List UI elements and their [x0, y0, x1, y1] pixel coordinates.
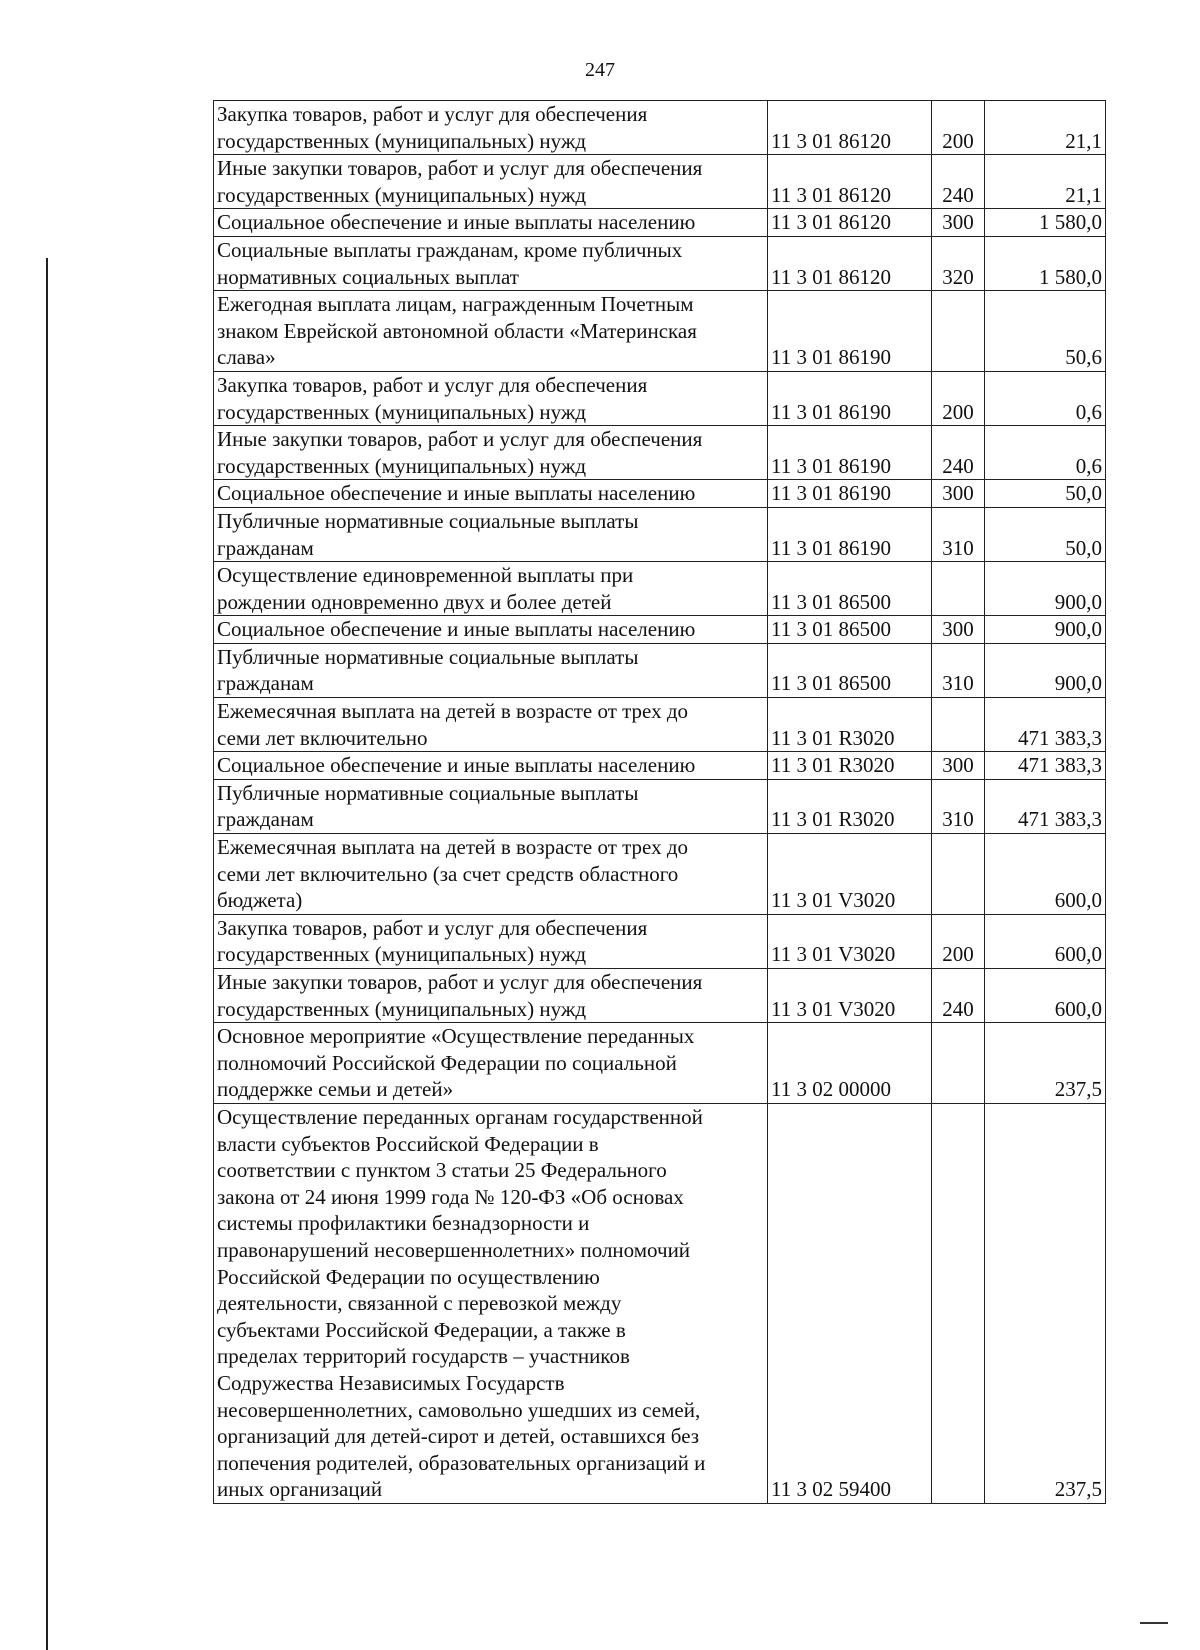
row-description	[214, 480, 768, 508]
row-expense-type-text: 310	[942, 807, 974, 832]
table-row	[214, 209, 1106, 237]
row-budget-code	[768, 209, 932, 237]
row-amount	[985, 1023, 1106, 1104]
row-budget-code	[768, 779, 932, 833]
row-description	[214, 209, 768, 237]
row-expense-type-text: 300	[942, 753, 974, 778]
row-description-text: Осуществление единовременной выплаты при рождении одновременно двух и более детей	[217, 563, 634, 614]
row-budget-code-text: 11 3 01 R3020	[771, 753, 895, 778]
row-amount-text: 900,0	[1054, 617, 1102, 642]
row-description-text: Ежегодная выплата лицам, награжденным Почетным знаком Еврейской автономной области «Материнская слава»	[217, 292, 697, 370]
row-amount	[985, 291, 1106, 372]
row-description-text: Ежемесячная выплата на детей в возрасте от трех до семи лет включительно	[217, 699, 689, 750]
row-description-text: Публичные нормативные социальные выплаты гражданам	[217, 780, 639, 832]
row-expense-type-text: 200	[942, 128, 974, 153]
row-expense-type-text: 320	[942, 264, 974, 289]
table-row	[214, 155, 1106, 209]
row-description-text: Иные закупки товаров, работ и услуг для обеспечения государственных (муниципальных) нужд	[217, 427, 703, 478]
row-budget-code-text: 11 3 02 59400	[771, 1477, 891, 1502]
row-description-text: Иные закупки товаров, работ и услуг для обеспечения государственных (муниципальных) нужд	[217, 970, 703, 1021]
row-amount-text: 21,1	[1065, 128, 1102, 153]
row-budget-code-text: 11 3 01 V3020	[771, 996, 896, 1021]
row-expense-type-text: 300	[942, 481, 974, 506]
row-description	[214, 1103, 768, 1503]
row-budget-code-text: 11 3 01 86190	[771, 399, 891, 424]
row-budget-code-text: 11 3 01 86500	[771, 617, 891, 642]
row-budget-code	[768, 371, 932, 425]
row-amount-text: 0,6	[1075, 453, 1102, 478]
table-row	[214, 480, 1106, 508]
row-budget-code	[768, 969, 932, 1023]
table-row	[214, 1023, 1106, 1104]
row-expense-type	[932, 914, 985, 968]
row-budget-code	[768, 480, 932, 508]
row-budget-code	[768, 1023, 932, 1104]
row-expense-type	[932, 507, 985, 561]
row-description-text: Социальное обеспечение и иные выплаты населению	[217, 481, 696, 506]
row-amount-text: 471 383,3	[1018, 807, 1102, 832]
row-description	[214, 155, 768, 209]
table-row	[214, 1103, 1106, 1503]
table-row	[214, 969, 1106, 1023]
row-expense-type	[932, 969, 985, 1023]
row-expense-type	[932, 155, 985, 209]
row-budget-code-text: 11 3 01 86190	[771, 535, 891, 560]
row-budget-code	[768, 1103, 932, 1503]
row-description	[214, 616, 768, 644]
row-budget-code-text: 11 3 01 86120	[771, 182, 891, 207]
table-row	[214, 562, 1106, 616]
row-budget-code-text: 11 3 01 86190	[771, 481, 891, 506]
row-description	[214, 236, 768, 290]
row-budget-code-text: 11 3 01 R3020	[771, 725, 895, 750]
row-expense-type-text: 200	[942, 399, 974, 424]
row-description-text: Публичные нормативные социальные выплаты гражданам	[217, 644, 639, 696]
row-description-text: Осуществление переданных органам государственной власти субъектов Российской Федерации в соответствии с пунктом 3 статьи 25 Федерального закона от 24 июня 1999 года № 120-ФЗ «Об основах системы профилактики безнадзорности и правонарушений несовершеннолетних» полномочий Российской Федерации по осуществлению деятельности, связанной с перевозкой между субъектами Российской Федерации, а также в пределах территорий государств – участников Содружества Независимых Государств несовершеннолетних, самовольно ушедших из семей, организаций для детей-сирот и детей, оставшихся без попечения родителей, образовательных организаций и иных организаций	[217, 1104, 706, 1502]
row-amount-text: 21,1	[1065, 182, 1102, 207]
row-amount	[985, 616, 1106, 644]
row-amount	[985, 101, 1106, 155]
row-description-text: Закупка товаров, работ и услуг для обеспечения государственных (муниципальных) нужд	[217, 102, 648, 153]
row-description	[214, 371, 768, 425]
row-description-text: Социальное обеспечение и иные выплаты населению	[217, 210, 696, 235]
row-description	[214, 1023, 768, 1104]
row-budget-code-text: 11 3 01 R3020	[771, 807, 895, 832]
row-budget-code-text: 11 3 01 86190	[771, 345, 891, 370]
row-expense-type	[932, 779, 985, 833]
table-row	[214, 291, 1106, 372]
row-amount-text: 0,6	[1075, 399, 1102, 424]
row-expense-type	[932, 426, 985, 480]
row-expense-type	[932, 236, 985, 290]
row-amount	[985, 643, 1106, 697]
row-amount-text: 1 580,0	[1039, 264, 1102, 289]
row-amount	[985, 752, 1106, 780]
row-amount	[985, 562, 1106, 616]
row-budget-code	[768, 291, 932, 372]
row-amount-text: 50,0	[1065, 481, 1102, 506]
row-amount	[985, 507, 1106, 561]
row-amount	[985, 834, 1106, 915]
row-expense-type	[932, 1023, 985, 1104]
row-description	[214, 426, 768, 480]
row-amount-text: 1 580,0	[1039, 210, 1102, 235]
row-amount-text: 600,0	[1054, 996, 1102, 1021]
row-description	[214, 969, 768, 1023]
row-budget-code	[768, 507, 932, 561]
budget-table-body	[214, 101, 1106, 1504]
row-expense-type	[932, 616, 985, 644]
margin-line	[46, 258, 48, 1650]
row-expense-type	[932, 371, 985, 425]
row-description	[214, 507, 768, 561]
row-budget-code	[768, 698, 932, 752]
row-amount	[985, 1103, 1106, 1503]
row-budget-code-text: 11 3 01 V3020	[771, 888, 896, 913]
row-amount	[985, 480, 1106, 508]
row-expense-type-text: 200	[942, 942, 974, 967]
row-expense-type-text: 310	[942, 671, 974, 696]
row-expense-type	[932, 834, 985, 915]
row-budget-code	[768, 616, 932, 644]
row-amount	[985, 155, 1106, 209]
row-amount-text: 900,0	[1054, 589, 1102, 614]
row-amount	[985, 779, 1106, 833]
table-row	[214, 236, 1106, 290]
corner-mark	[1140, 1622, 1168, 1624]
row-budget-code-text: 11 3 01 86120	[771, 128, 891, 153]
row-description	[214, 698, 768, 752]
row-expense-type-text: 300	[942, 210, 974, 235]
row-description-text: Социальное обеспечение и иные выплаты населению	[217, 753, 696, 778]
row-budget-code	[768, 914, 932, 968]
row-description	[214, 562, 768, 616]
table-row	[214, 616, 1106, 644]
row-budget-code-text: 11 3 01 86500	[771, 589, 891, 614]
row-description-text: Закупка товаров, работ и услуг для обеспечения государственных (муниципальных) нужд	[217, 915, 648, 967]
row-expense-type-text: 240	[942, 453, 974, 478]
table-row	[214, 101, 1106, 155]
table-row	[214, 426, 1106, 480]
row-amount-text: 50,0	[1065, 535, 1102, 560]
row-budget-code	[768, 155, 932, 209]
row-expense-type	[932, 480, 985, 508]
row-amount	[985, 209, 1106, 237]
row-budget-code	[768, 752, 932, 780]
row-description	[214, 291, 768, 372]
row-amount-text: 600,0	[1054, 942, 1102, 967]
row-budget-code	[768, 101, 932, 155]
row-budget-code-text: 11 3 01 86500	[771, 671, 891, 696]
row-expense-type	[932, 752, 985, 780]
row-budget-code	[768, 236, 932, 290]
row-budget-code	[768, 643, 932, 697]
row-budget-code-text: 11 3 02 00000	[771, 1077, 891, 1102]
row-description	[214, 101, 768, 155]
table-row	[214, 914, 1106, 968]
row-amount	[985, 236, 1106, 290]
row-description	[214, 834, 768, 915]
row-description-text: Публичные нормативные социальные выплаты гражданам	[217, 508, 639, 560]
row-expense-type-text: 240	[942, 996, 974, 1021]
page-number: 247	[585, 59, 615, 81]
row-amount	[985, 969, 1106, 1023]
row-description-text: Основное мероприятие «Осуществление переданных полномочий Российской Федерации по социальной поддержке семьи и детей»	[217, 1024, 695, 1102]
row-budget-code	[768, 562, 932, 616]
row-expense-type	[932, 291, 985, 372]
table-row	[214, 779, 1106, 833]
row-budget-code	[768, 834, 932, 915]
row-expense-type-text: 300	[942, 617, 974, 642]
row-budget-code-text: 11 3 01 86190	[771, 453, 891, 478]
row-description	[214, 643, 768, 697]
row-amount	[985, 426, 1106, 480]
table-row	[214, 643, 1106, 697]
row-description	[214, 914, 768, 968]
row-expense-type-text: 310	[942, 535, 974, 560]
row-amount-text: 237,5	[1054, 1077, 1102, 1102]
row-expense-type	[932, 209, 985, 237]
table-row	[214, 698, 1106, 752]
table-row	[214, 371, 1106, 425]
row-description	[214, 752, 768, 780]
row-expense-type	[932, 562, 985, 616]
row-amount-text: 50,6	[1065, 345, 1102, 370]
row-description-text: Социальные выплаты гражданам, кроме публичных нормативных социальных выплат	[217, 237, 683, 289]
budget-table	[213, 100, 1106, 1504]
row-description	[214, 779, 768, 833]
row-expense-type	[932, 698, 985, 752]
row-description-text: Закупка товаров, работ и услуг для обеспечения государственных (муниципальных) нужд	[217, 372, 648, 424]
row-expense-type	[932, 643, 985, 697]
row-description-text: Социальное обеспечение и иные выплаты населению	[217, 617, 696, 642]
row-budget-code	[768, 426, 932, 480]
row-description-text: Ежемесячная выплата на детей в возрасте от трех до семи лет включительно (за счет средств областного бюджета)	[217, 835, 689, 913]
row-expense-type	[932, 101, 985, 155]
table-row	[214, 507, 1106, 561]
row-amount	[985, 914, 1106, 968]
row-amount	[985, 698, 1106, 752]
row-amount	[985, 371, 1106, 425]
table-row	[214, 834, 1106, 915]
row-budget-code-text: 11 3 01 86120	[771, 210, 891, 235]
row-amount-text: 471 383,3	[1018, 753, 1102, 778]
row-amount-text: 600,0	[1054, 888, 1102, 913]
row-expense-type	[932, 1103, 985, 1503]
row-description-text: Иные закупки товаров, работ и услуг для обеспечения государственных (муниципальных) нужд	[217, 156, 703, 207]
row-amount-text: 237,5	[1054, 1477, 1102, 1502]
table-row	[214, 752, 1106, 780]
row-budget-code-text: 11 3 01 V3020	[771, 942, 896, 967]
row-expense-type-text: 240	[942, 182, 974, 207]
row-budget-code-text: 11 3 01 86120	[771, 264, 891, 289]
row-amount-text: 471 383,3	[1018, 725, 1102, 750]
row-amount-text: 900,0	[1054, 671, 1102, 696]
